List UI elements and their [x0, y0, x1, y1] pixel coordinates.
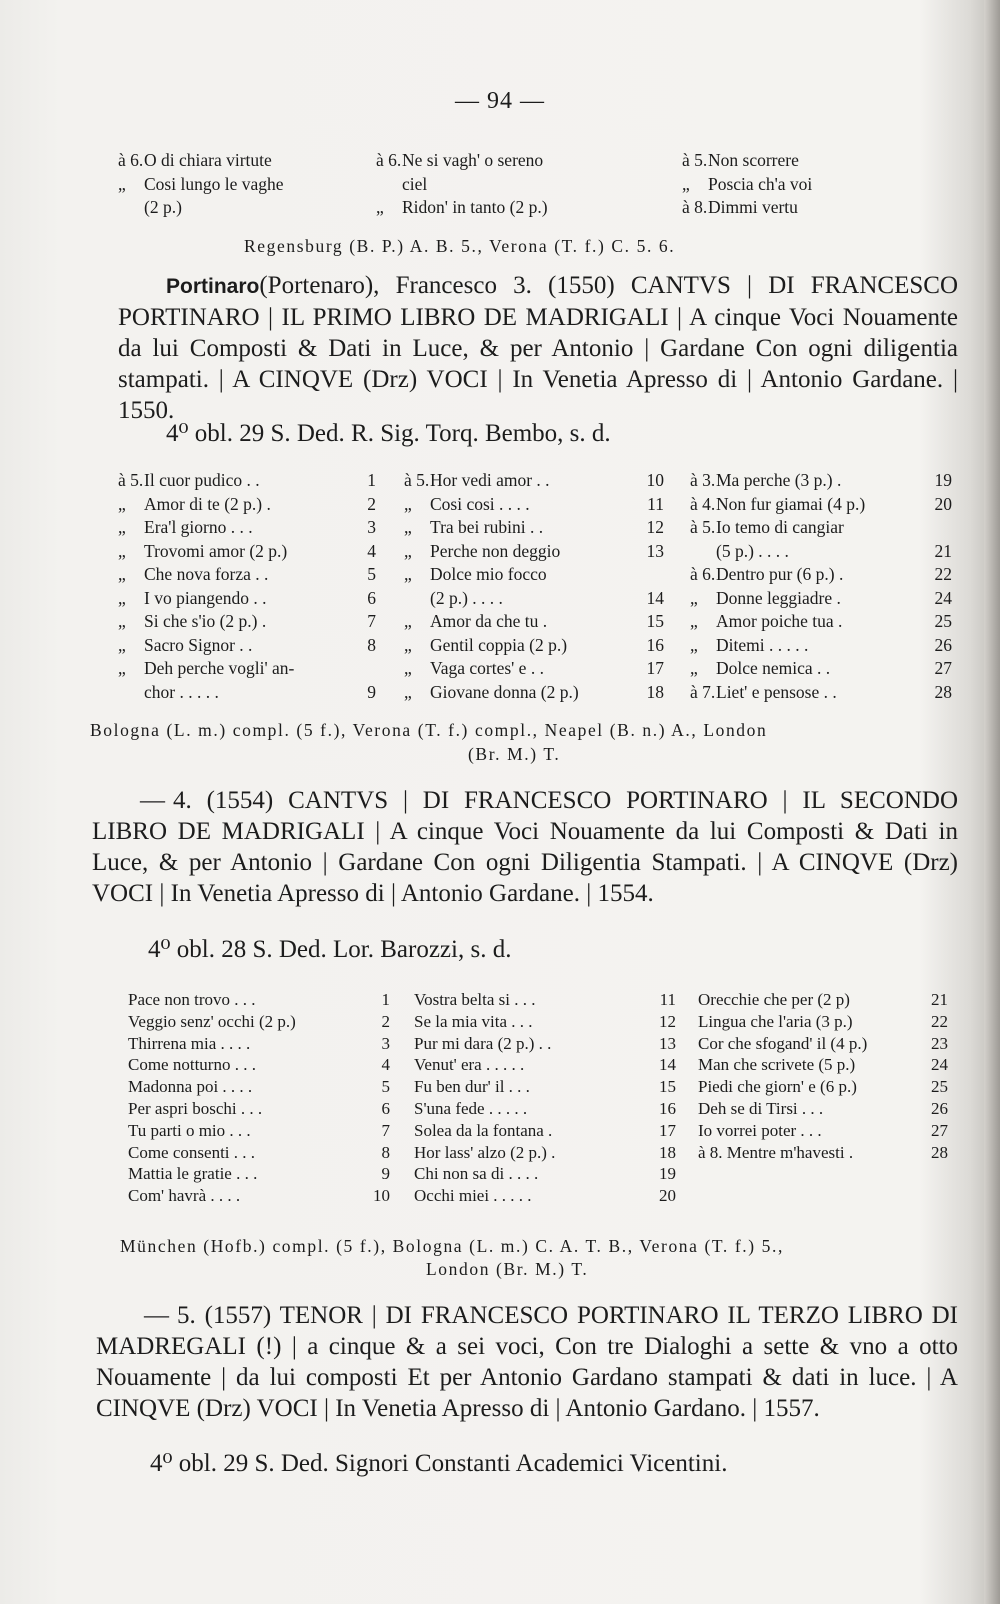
item-title: Il cuor pudico . .	[144, 470, 260, 490]
list-item	[118, 562, 376, 586]
list-item	[118, 515, 376, 539]
item-title: Ridon' in tanto (2 p.)	[402, 197, 548, 217]
item-number: 26	[931, 1098, 948, 1118]
item-title: Io temo di cangiar	[716, 517, 844, 537]
item-title: Lingua che l'aria (3 p.)	[698, 1011, 853, 1031]
item-title: Come consenti . . .	[128, 1142, 256, 1162]
item-title: Si che s'io (2 p.) .	[144, 611, 267, 631]
item-number: 13	[659, 1033, 676, 1053]
list-item	[690, 539, 952, 563]
item-title: à 8. Mentre m'havesti .	[698, 1142, 854, 1162]
entry-4-libraries-2: London (Br. M.) T.	[426, 1259, 589, 1279]
item-title: ciel	[402, 173, 428, 194]
item-title: Ditemi . . . . .	[716, 634, 809, 655]
item-voices: à 6.	[690, 564, 716, 584]
item-voices: „	[690, 587, 698, 608]
list-item	[414, 1164, 676, 1186]
item-title: Occhi miei . . . . .	[414, 1186, 532, 1206]
item-title: Ne si vagh' o sereno	[402, 150, 544, 170]
item-voices	[118, 680, 144, 704]
item-voices: à 8.	[682, 197, 708, 217]
item-title: Donne leggiadre .	[716, 587, 841, 608]
top-list-col3	[682, 148, 902, 219]
item-title: (2 p.)	[144, 197, 182, 217]
item-title: Dimmi vertu	[708, 197, 798, 217]
list-item	[118, 492, 376, 516]
list-item	[698, 1121, 948, 1143]
item-number: 14	[659, 1055, 676, 1075]
item-number: 16	[646, 634, 664, 655]
entry-3-col1	[118, 468, 376, 703]
entry-4-col3	[698, 990, 948, 1164]
item-title: Amor poiche tua .	[716, 611, 843, 631]
item-title: Tu parti o mio . . .	[128, 1120, 251, 1140]
list-item	[414, 1121, 676, 1143]
list-item	[404, 609, 664, 633]
list-item	[128, 1034, 390, 1056]
item-title: Tra bei rubini . .	[430, 517, 544, 537]
list-item	[698, 1099, 948, 1121]
list-item	[698, 1143, 948, 1165]
item-title: Hor lass' alzo (2 p.) .	[414, 1142, 556, 1162]
item-number: 10	[646, 470, 664, 490]
list-item	[414, 1099, 676, 1121]
item-title: Ma perche (3 p.) .	[716, 470, 842, 490]
item-number: 25	[934, 611, 952, 631]
list-item	[404, 633, 664, 657]
item-number: 28	[931, 1142, 948, 1162]
item-number: 15	[646, 611, 664, 631]
list-item	[690, 515, 952, 539]
item-voices: à 5.	[404, 470, 430, 490]
item-title: (5 p.) . . . .	[716, 540, 789, 561]
item-title: Giovane donna (2 p.)	[430, 681, 579, 702]
list-item	[698, 1012, 948, 1034]
item-number: 9	[381, 1164, 390, 1184]
list-item	[376, 148, 644, 172]
item-title: Venut' era . . . . .	[414, 1055, 525, 1075]
list-item	[128, 1186, 390, 1208]
list-item	[690, 586, 952, 610]
item-number: 7	[367, 611, 376, 631]
list-item	[118, 539, 376, 563]
item-number: 17	[646, 658, 664, 678]
composer-name: Portinaro	[166, 275, 260, 298]
list-item	[404, 492, 664, 516]
list-item	[118, 633, 376, 657]
entry-4-libraries-1: München (Hofb.) compl. (5 f.), Bologna (L. m.) C. A. T. B., Verona (T. f.) 5.,	[120, 1236, 784, 1256]
item-voices: „	[118, 493, 126, 514]
item-title: Veggio senz' occhi (2 p.)	[128, 1011, 296, 1031]
entry-5-text: 5. (1557) TENOR | DI FRANCESCO PORTINARO IL TERZO LIBRO DI MADREGALI (!) | a cinque & a sei voci, Con tre Dialoghi a sette & vno a otto Nouamente | da lui composti Et per Antonio Gardano stampati & dati in luce. | A CINQVE (Drz) VOCI | In Venetia Apresso di | Antonio Gardano. | 1557.	[96, 1302, 958, 1422]
item-number: 19	[659, 1164, 676, 1184]
list-item	[404, 680, 664, 704]
item-voices	[404, 586, 430, 610]
item-number: 6	[381, 1098, 390, 1118]
item-title: (2 p.) . . . .	[430, 587, 503, 608]
item-voices: „	[690, 658, 698, 678]
item-number: 24	[934, 587, 952, 608]
item-title: Orecchie che per (2 p)	[698, 990, 850, 1009]
item-title: Hor vedi amor . .	[430, 470, 550, 490]
entry-4-col1	[128, 990, 390, 1208]
list-item	[690, 562, 952, 586]
item-voices: „	[404, 611, 412, 631]
list-item	[128, 1121, 390, 1143]
item-voices: à 5.	[118, 470, 144, 490]
item-title: Amor da che tu .	[430, 611, 548, 631]
item-voices: „	[118, 517, 126, 537]
item-title: Vostra belta si . . .	[414, 990, 536, 1009]
entry-5-description	[96, 1300, 958, 1424]
item-number	[356, 656, 376, 680]
item-voices: „	[118, 658, 126, 678]
item-voices: „	[404, 493, 412, 514]
entry-3-description	[118, 270, 958, 426]
item-title: chor . . . . .	[144, 681, 219, 702]
entry-4-description	[92, 785, 958, 909]
item-number: 21	[934, 540, 952, 561]
item-number: 27	[934, 658, 952, 678]
item-title: Pur mi dara (2 p.) . .	[414, 1033, 552, 1053]
item-number: 21	[931, 990, 948, 1009]
entry-3-libraries-2: (Br. M.) T.	[468, 744, 561, 764]
list-item	[690, 656, 952, 680]
item-number: 7	[381, 1120, 390, 1140]
list-item	[376, 172, 644, 196]
item-title: Chi non sa di . . . .	[414, 1164, 539, 1184]
item-title: O di chiara virtute	[144, 150, 272, 170]
item-number: 24	[931, 1055, 948, 1075]
list-item	[118, 148, 348, 172]
list-item	[414, 1186, 676, 1208]
entry-3-text: (Portenaro), Francesco 3. (1550) CANTVS | DI FRANCESCO PORTINARO | IL PRIMO LIBRO DE MADRIGALI | A cinque Voci Nouamente da lui Composti & Dati in Luce, & per Antonio | Gardane Con ogni diligentia stampati. | A CINQVE (Drz) VOCI | In Venetia Apresso di | Antonio Gardane. | 1550.	[118, 272, 958, 424]
item-voices: „	[118, 634, 126, 655]
item-number: 2	[367, 493, 376, 514]
item-title: Dolce nemica . .	[716, 658, 831, 678]
item-number	[932, 515, 952, 539]
list-item	[682, 172, 902, 196]
item-voices: „	[118, 173, 126, 194]
item-title: Man che scrivete (5 p.)	[698, 1055, 856, 1075]
item-title: Non scorrere	[708, 150, 799, 170]
item-number: 3	[367, 517, 376, 537]
item-number: 5	[381, 1077, 390, 1097]
item-title: Se la mia vita . . .	[414, 1011, 533, 1031]
entry-3-libraries-1: Bologna (L. m.) compl. (5 f.), Verona (T. f.) compl., Neapel (B. n.) A., London	[90, 720, 768, 740]
item-title: Perche non deggio	[430, 540, 561, 561]
item-title: Deh perche vogli' an-	[144, 658, 295, 678]
item-number: 12	[646, 517, 664, 537]
item-number: 17	[659, 1120, 676, 1140]
item-number: 27	[931, 1120, 948, 1140]
item-title: I vo piangendo . .	[144, 587, 267, 608]
list-item	[128, 1164, 390, 1186]
entry-4-text: 4. (1554) CANTVS | DI FRANCESCO PORTINARO | IL SECONDO LIBRO DE MADRIGALI | A cinque Voci Nouamente da lui Composti & Dati in Luce, & per Antonio | Gardane Con ogni Diligentia Stampati. | A CINQVE (Drz) VOCI | In Venetia Apresso di | Antonio Gardane. | 1554.	[92, 787, 958, 907]
item-number: 5	[367, 564, 376, 584]
item-title: Vaga cortes' e . .	[430, 658, 544, 678]
item-voices: „	[404, 517, 412, 537]
list-item	[118, 609, 376, 633]
item-number: 25	[931, 1077, 948, 1097]
item-number: 1	[381, 990, 390, 1009]
list-item	[118, 586, 376, 610]
item-number: 2	[381, 1011, 390, 1031]
item-title: Solea da la fontana .	[414, 1120, 553, 1140]
list-item	[404, 562, 664, 586]
item-title: Non fur giamai (4 p.)	[716, 493, 866, 514]
list-item	[690, 609, 952, 633]
item-number: 19	[934, 470, 952, 490]
item-title: Com' havrà . . . .	[128, 1186, 241, 1206]
item-voices: à 7.	[690, 681, 716, 702]
item-title: Piedi che giorn' e (6 p.)	[698, 1077, 857, 1097]
item-title: Liet' e pensose . .	[716, 681, 837, 702]
item-number: 28	[934, 681, 952, 702]
entry-4-meta: 4⁰ obl. 28 S. Ded. Lor. Barozzi, s. d.	[148, 936, 512, 963]
list-item	[118, 680, 376, 704]
item-title: Era'l giorno . . .	[144, 517, 253, 537]
list-item	[404, 468, 664, 492]
item-voices: „	[682, 173, 690, 194]
item-number: 11	[659, 990, 676, 1009]
item-number: 18	[646, 681, 664, 702]
list-item	[404, 539, 664, 563]
item-voices: „	[118, 540, 126, 561]
item-voices: „	[690, 611, 698, 631]
item-title: Io vorrei poter . . .	[698, 1120, 822, 1140]
item-voices: à 4.	[690, 493, 716, 514]
entry-5-dash: —	[144, 1302, 169, 1329]
item-number: 3	[381, 1033, 390, 1053]
item-number: 8	[381, 1142, 390, 1162]
list-item	[128, 990, 390, 1012]
item-voices: „	[404, 658, 412, 678]
top-list-col2	[376, 148, 644, 219]
item-number: 23	[931, 1033, 948, 1053]
item-voices: à 5.	[682, 150, 708, 170]
item-title: Come notturno . . .	[128, 1055, 256, 1075]
list-item	[698, 990, 948, 1012]
item-voices: „	[404, 564, 412, 584]
item-title: Madonna poi . . . .	[128, 1077, 253, 1097]
item-voices: „	[404, 634, 412, 655]
item-title: Cosi cosi . . . .	[430, 493, 530, 514]
list-item	[128, 1143, 390, 1165]
item-number: 22	[934, 564, 952, 584]
item-title: Dolce mio focco	[430, 564, 547, 584]
list-item	[690, 633, 952, 657]
item-voices: à 6.	[118, 150, 144, 170]
item-voices: „	[118, 611, 126, 631]
item-title: Dentro pur (6 p.) .	[716, 564, 844, 584]
item-number: 6	[367, 587, 376, 608]
item-title: Deh se di Tirsi . . .	[698, 1098, 824, 1118]
item-voices: „	[404, 540, 412, 561]
item-title: Che nova forza . .	[144, 564, 269, 584]
list-item	[118, 656, 376, 680]
top-libraries: Regensburg (B. P.) A. B. 5., Verona (T. f.) C. 5. 6.	[244, 236, 676, 256]
top-list-col1	[118, 148, 348, 219]
item-number: 16	[659, 1098, 676, 1118]
item-voices: à 6.	[376, 150, 402, 170]
item-voices: „	[404, 681, 412, 702]
page-number: — 94 —	[455, 88, 545, 114]
entry-3-meta: 4⁰ obl. 29 S. Ded. R. Sig. Torq. Bembo, s. d.	[166, 420, 611, 447]
list-item	[690, 492, 952, 516]
list-item	[404, 586, 664, 610]
item-voices: „	[118, 587, 126, 608]
item-title: Per aspri boschi . . .	[128, 1098, 263, 1118]
page-edge	[984, 0, 1000, 1604]
item-number: 4	[367, 540, 376, 561]
item-title: Trovomi amor (2 p.)	[144, 540, 288, 561]
item-title: Fu ben dur' il . . .	[414, 1077, 530, 1097]
item-number: 1	[367, 470, 376, 490]
item-voices	[690, 539, 716, 563]
item-number	[644, 562, 664, 586]
item-title: Thirrena mia . . . .	[128, 1033, 251, 1053]
list-item	[404, 656, 664, 680]
entry-5-meta: 4⁰ obl. 29 S. Ded. Signori Constanti Academici Vicentini.	[150, 1450, 728, 1477]
item-number: 20	[934, 493, 952, 514]
item-number: 22	[931, 1011, 948, 1031]
item-title: Pace non trovo . . .	[128, 990, 256, 1009]
item-title: Gentil coppia (2 p.)	[430, 634, 568, 655]
list-item	[690, 468, 952, 492]
list-item	[414, 1077, 676, 1099]
list-item	[698, 1077, 948, 1099]
item-number: 13	[646, 540, 664, 561]
item-number: 14	[646, 587, 664, 608]
list-item	[698, 1055, 948, 1077]
list-item	[128, 1099, 390, 1121]
item-title: Sacro Signor . .	[144, 634, 253, 655]
list-item	[414, 1034, 676, 1056]
list-item	[414, 1143, 676, 1165]
item-title: Mattia le gratie . . .	[128, 1164, 258, 1184]
item-voices: „	[118, 564, 126, 584]
item-number: 18	[659, 1142, 676, 1162]
item-number: 10	[373, 1186, 390, 1206]
list-item	[690, 680, 952, 704]
item-voices	[118, 195, 144, 219]
item-number: 9	[367, 681, 376, 702]
item-title: S'una fede . . . . .	[414, 1098, 528, 1118]
item-voices: „	[690, 634, 698, 655]
list-item	[128, 1055, 390, 1077]
list-item	[118, 172, 348, 196]
item-number: 26	[934, 634, 952, 655]
list-item	[128, 1077, 390, 1099]
item-voices: à 5.	[690, 517, 716, 537]
entry-4-dash: —	[140, 787, 165, 814]
list-item	[118, 195, 348, 219]
item-number: 11	[647, 493, 664, 514]
list-item	[128, 1012, 390, 1034]
item-number: 15	[659, 1077, 676, 1097]
item-title: Poscia ch'a voi	[708, 173, 813, 194]
item-voices: à 3.	[690, 470, 716, 490]
list-item	[414, 1012, 676, 1034]
list-item	[376, 195, 644, 219]
item-title: Amor di te (2 p.) .	[144, 493, 271, 514]
list-item	[682, 195, 902, 219]
item-voices	[376, 172, 402, 196]
item-number: 20	[659, 1186, 676, 1206]
list-item	[414, 990, 676, 1012]
list-item	[414, 1055, 676, 1077]
entry-4-col2	[414, 990, 676, 1208]
entry-3-col2	[404, 468, 664, 703]
list-item	[698, 1034, 948, 1056]
item-number: 8	[367, 634, 376, 655]
item-number: 4	[381, 1055, 390, 1075]
item-voices: „	[376, 197, 384, 217]
list-item	[404, 515, 664, 539]
list-item	[682, 148, 902, 172]
item-title: Cor che sfogand' il (4 p.)	[698, 1033, 868, 1053]
list-item	[118, 468, 376, 492]
item-number: 12	[659, 1011, 676, 1031]
entry-3-col3	[690, 468, 952, 703]
item-title: Cosi lungo le vaghe	[144, 173, 284, 194]
